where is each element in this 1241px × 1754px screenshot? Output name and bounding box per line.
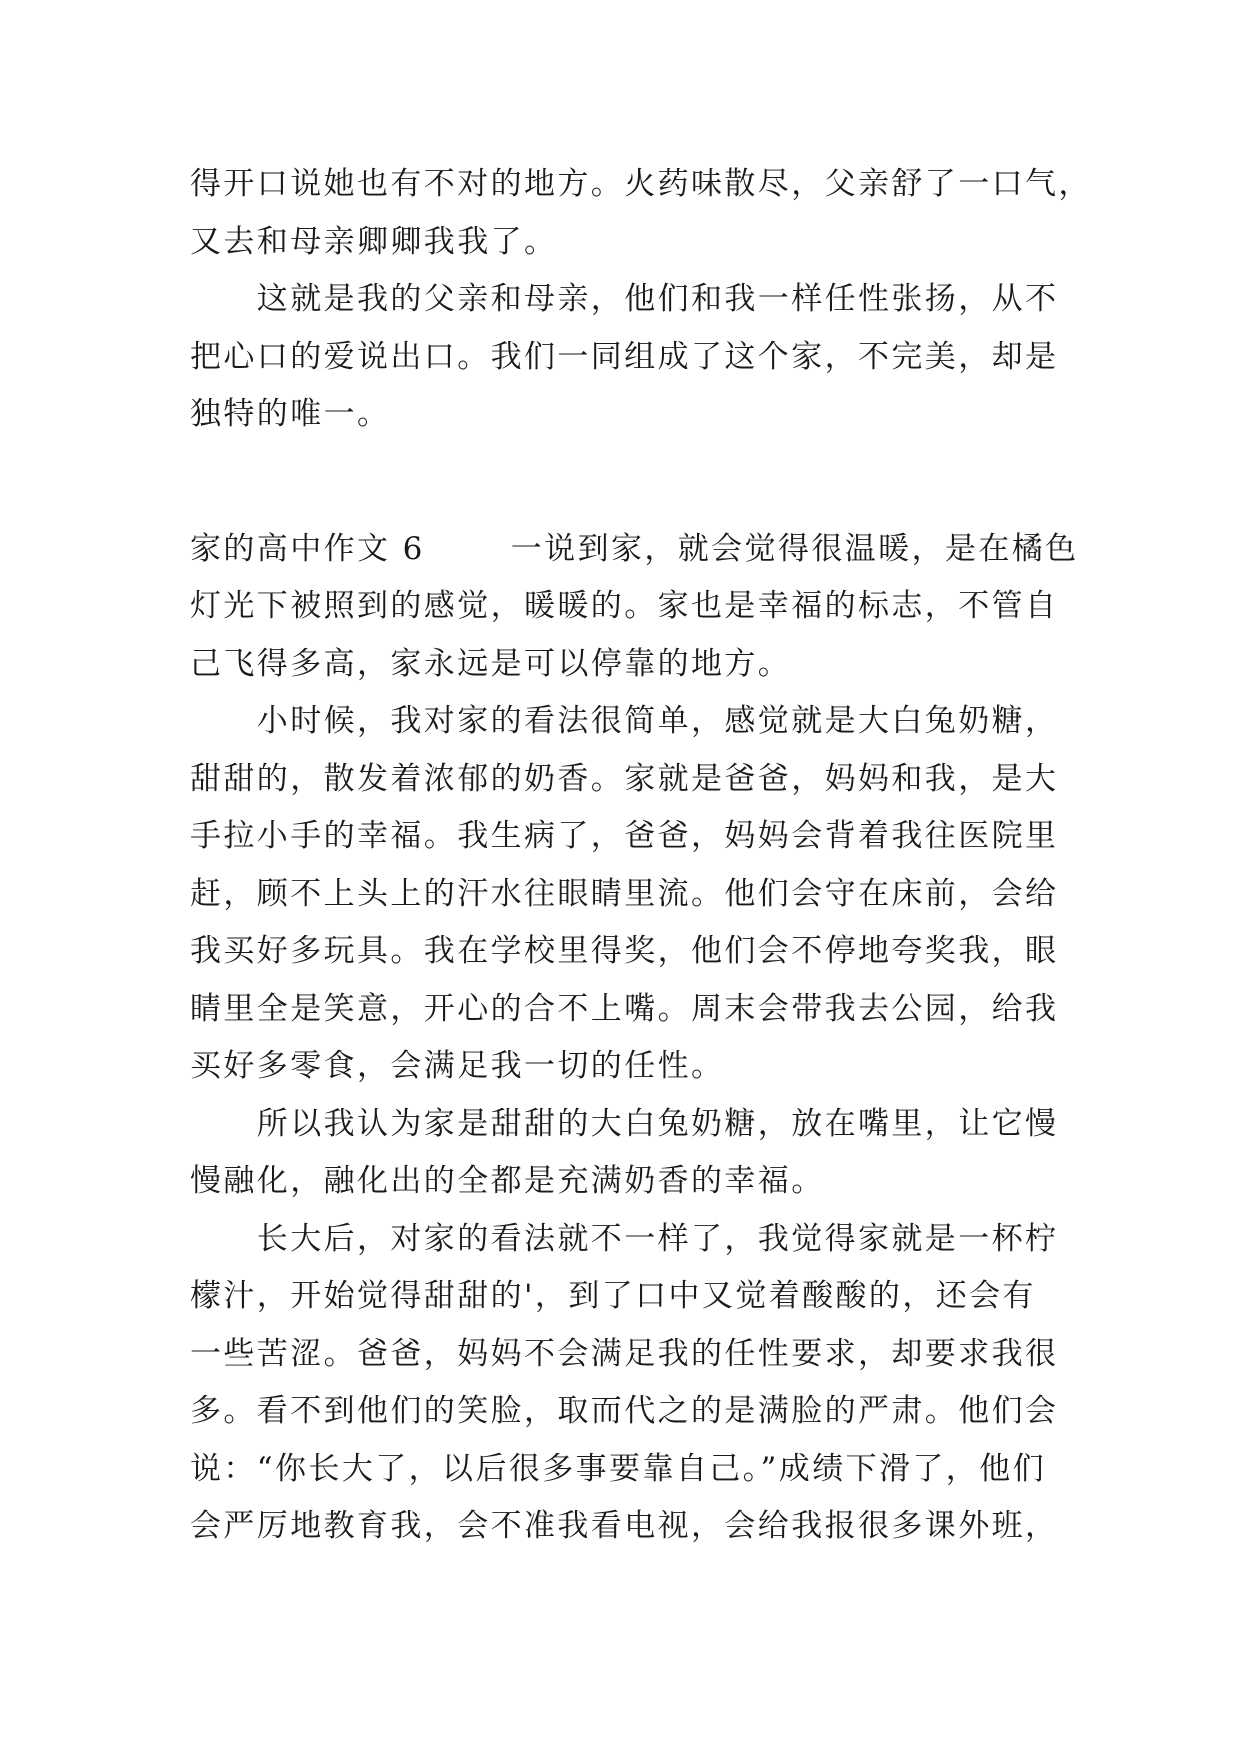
text-line: 说：“你长大了，以后很多事要靠自己。”成绩下滑了，他们 [190,1450,1046,1487]
section-spacer [190,444,1060,521]
section-heading-line [190,521,1079,579]
text-line: 多。看不到他们的笑脸，取而代之的是满脸的严肃。他们会 [190,1393,1059,1429]
text-line: 一些苦涩。爸爸，妈妈不会满足我的任性要求，却要求我很 [190,1335,1059,1372]
text-line: 会严厉地教育我，会不准我看电视，会给我报很多课外班， [190,1508,1059,1544]
document-body [190,156,1092,1556]
text-line: 把心口的爱说出口。我们一同组成了这个家，不完美，却是 [190,338,1059,375]
text-line: 慢融化，融化出的全都是充满奶香的幸福。 [190,1163,825,1199]
section-first-line: 一说到家，就会觉得很温暖，是在橘色 [510,530,1079,567]
text-line: 独特的唯一。 [190,396,391,432]
text-line: 檬汁，开始觉得甜甜的'，到了口中又觉着酸酸的，还会有 [190,1278,1036,1314]
text-line: 己飞得多高，家永远是可以停靠的地方。 [190,645,792,682]
text-line: 所以我认为家是甜甜的大白兔奶糖，放在嘴里，让它慢 [190,1105,1059,1142]
text-line: 小时候，我对家的看法很简单，感觉就是大白兔奶糖， [190,703,1059,739]
text-line: 又去和母亲卿卿我我了。 [190,223,558,260]
text-line: 这就是我的父亲和母亲，他们和我一样任性张扬，从不 [190,281,1059,317]
text-line: 长大后，对家的看法就不一样了，我觉得家就是一杯柠 [190,1220,1059,1257]
text-line: 赶，顾不上头上的汗水往眼睛里流。他们会守在床前，会给 [190,875,1059,912]
section-title: 家的高中作文 6 [190,530,425,567]
text-line: 灯光下被照到的感觉，暖暖的。家也是幸福的标志，不管自 [190,588,1059,624]
text-line: 我买好多玩具。我在学校里得奖，他们会不停地夸奖我，眼 [190,933,1059,969]
text-line: 甜甜的，散发着浓郁的奶香。家就是爸爸，妈妈和我，是大 [190,760,1059,797]
text-line: 买好多零食，会满足我一切的任性。 [190,1048,725,1084]
text-line: 得开口说她也有不对的地方。火药味散尽，父亲舒了一口气， [190,166,1092,202]
text-line: 睛里全是笑意，开心的合不上嘴。周末会带我去公园，给我 [190,990,1059,1027]
text-line: 手拉小手的幸福。我生病了，爸爸，妈妈会背着我往医院里 [190,818,1059,854]
